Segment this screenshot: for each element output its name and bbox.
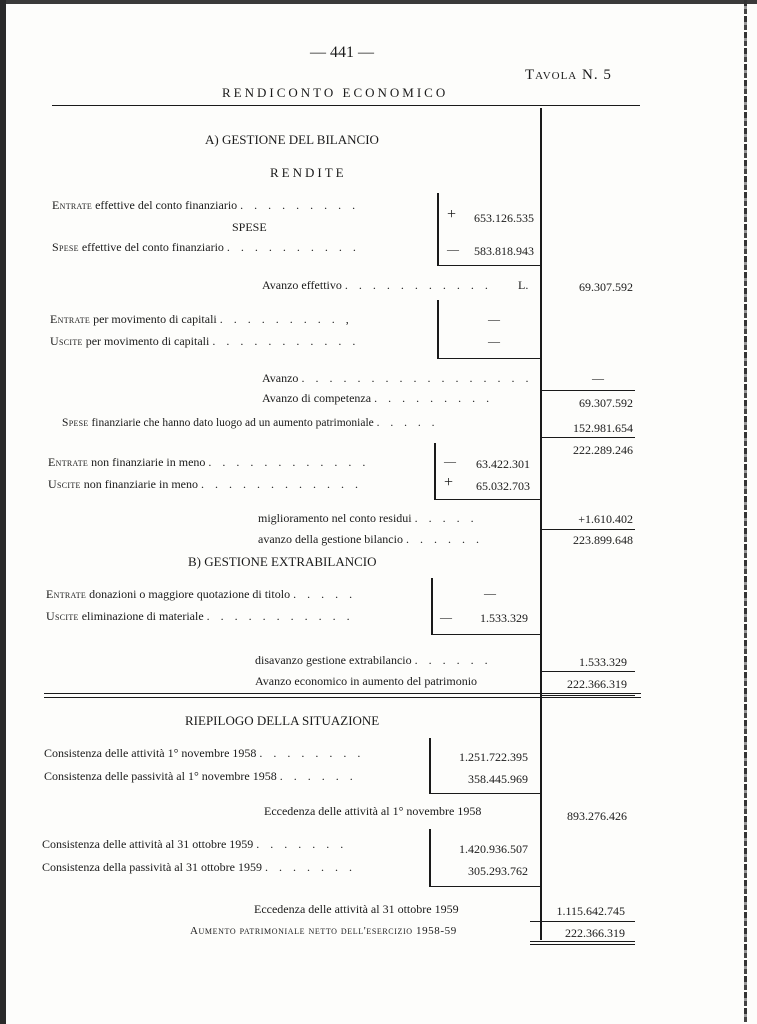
sign-minus: — — [444, 454, 456, 468]
dot-leader: . . . . . — [376, 417, 439, 429]
value-entrate-effettive: 653.126.535 — [474, 211, 534, 225]
row-spese-effettive — [52, 240, 360, 255]
table-label: Tavola N. 5 — [525, 67, 612, 83]
row-label: per movimento di capitali — [85, 334, 210, 348]
value-uscite-non-fin: 65.032.703 — [476, 479, 530, 493]
bracket-left — [431, 578, 433, 634]
row-label: donazioni o maggiore quotazione di titolo — [89, 587, 291, 601]
total-rule — [530, 921, 635, 922]
row-label: disavanzo gestione extrabilancio — [255, 653, 412, 667]
row-uscite-non-fin — [48, 477, 362, 492]
dot-leader: . . . . . . — [405, 532, 483, 546]
row-att-1959 — [42, 837, 347, 852]
dot-leader: . . . . . . . . . . . . — [201, 477, 362, 491]
row-avanzo — [262, 371, 532, 386]
row-label: miglioramento nel conto residui — [258, 511, 412, 525]
row-prefix: Uscite — [48, 477, 81, 491]
dot-leader: . . . . . — [414, 511, 478, 525]
row-label: Eccedenza delle attività al 1° novembre 1958 — [264, 804, 482, 818]
page-title: RENDICONTO ECONOMICO — [222, 85, 449, 100]
bracket-bottom — [437, 265, 540, 266]
dot-leader: . . . . . . — [279, 769, 357, 783]
row-avanzo-economico — [255, 674, 477, 689]
row-avanzo-effettivo — [262, 278, 492, 293]
row-label: Avanzo effettivo — [262, 278, 342, 292]
page-number: — 441 — — [310, 44, 374, 61]
row-label: Consistenza delle passività al 1° novembre 1958 — [44, 769, 277, 783]
dot-leader: . . . . . . . . . . . . — [208, 455, 370, 469]
bracket-bottom — [431, 634, 540, 635]
main-column-divider — [540, 108, 542, 940]
dot-leader: . . . . . . . . . . . — [344, 278, 492, 292]
scan-right-edge — [744, 0, 747, 1024]
row-entrate-donazioni — [46, 587, 356, 602]
bracket-left — [429, 738, 431, 793]
row-prefix: Entrate — [48, 455, 89, 469]
dot-leader: . . . . . . . . . . . — [212, 334, 360, 348]
row-att-1958 — [44, 746, 364, 761]
dot-leader: . . . . . . . — [256, 837, 348, 851]
total-rule — [540, 695, 635, 696]
row-label: Avanzo economico in aumento del patrimonio — [255, 674, 478, 688]
row-disavanzo — [255, 653, 492, 668]
row-prefix: Uscite — [46, 609, 79, 623]
dot-leader: . . . . . . . — [264, 860, 356, 874]
sign-plus: + — [444, 474, 454, 491]
value-uscite-capitali: — — [488, 334, 500, 348]
row-prefix: Uscite — [50, 334, 83, 348]
row-label: finanziarie che hanno dato luogo ad un aumento patrimoniale — [91, 417, 374, 429]
total-rule — [540, 529, 635, 530]
sign-minus: — — [440, 610, 452, 624]
spese-heading: SPESE — [232, 220, 267, 234]
dot-leader: . . . . . — [293, 587, 357, 601]
value-spese-finanziarie: 152.981.654 — [573, 421, 633, 435]
sign-plus: + — [447, 206, 457, 223]
row-label: non finanziarie in meno — [91, 455, 206, 469]
dot-leader: . . . . . . . . . . . . . . . . . — [301, 371, 533, 385]
bracket-bottom — [429, 886, 540, 887]
row-entrate-effettive — [52, 198, 359, 213]
riepilogo-title: RIEPILOGO DELLA SITUAZIONE — [185, 713, 380, 728]
row-entrate-capitali — [50, 312, 353, 327]
value-pass-1958: 358.445.969 — [468, 772, 528, 786]
value-att-1958: 1.251.722.395 — [459, 750, 528, 764]
row-prefix: Entrate — [46, 587, 87, 601]
bracket-left — [437, 300, 439, 358]
row-prefix: Entrate — [52, 198, 93, 212]
total-rule — [540, 437, 635, 438]
bracket-bottom — [437, 358, 540, 359]
row-entrate-non-fin — [48, 455, 369, 470]
bracket-left — [437, 193, 439, 265]
bracket-bottom — [434, 499, 540, 500]
total-rule — [540, 671, 635, 672]
row-prefix: Spese — [62, 417, 89, 429]
dot-leader: . . . . . . . . — [259, 746, 365, 760]
separator-rule — [44, 693, 641, 694]
dot-leader: . . . . . . . . . . — [226, 240, 360, 254]
row-pass-1958 — [44, 769, 357, 784]
header-rule — [52, 105, 640, 106]
row-label: Consistenza delle attività 1° novembre 1958 — [44, 746, 257, 760]
sign-minus: — — [447, 242, 459, 256]
final-double-rule — [530, 941, 635, 942]
row-prefix: Spese — [52, 240, 79, 254]
scan-top-edge — [0, 0, 757, 4]
value-avanzo-gestione: 223.899.648 — [573, 533, 633, 547]
row-label: Consistenza delle attività al 31 ottobre 1959 — [42, 837, 254, 851]
row-label: non finanziarie in meno — [83, 477, 198, 491]
separator-rule — [44, 697, 641, 698]
row-avanzo-competenza — [262, 391, 493, 406]
section-a-subtitle: RENDITE — [270, 165, 347, 180]
value-uscite-eliminazione: 1.533.329 — [480, 611, 528, 625]
row-label: avanzo della gestione bilancio — [258, 532, 403, 546]
value-avanzo-competenza: 69.307.592 — [579, 396, 633, 410]
dot-leader: . . . . . . — [414, 653, 492, 667]
row-uscite-capitali — [50, 334, 359, 349]
row-label: effettive del conto finanziario — [95, 198, 238, 212]
value-att-1959: 1.420.936.507 — [459, 842, 528, 856]
bracket-bottom — [429, 793, 540, 794]
row-ecc-1959 — [254, 902, 459, 917]
value-ecc-1958: 893.276.426 — [567, 809, 627, 823]
dot-leader: . . . . . . . . . — [240, 198, 360, 212]
value-entrate-non-fin: 63.422.301 — [476, 457, 530, 471]
dot-leader: . . . . . . . . . . . — [206, 609, 354, 623]
value-entrate-capitali: — — [488, 312, 500, 326]
row-miglioramento — [258, 511, 478, 526]
value-pass-1959: 305.293.762 — [468, 864, 528, 878]
scan-left-edge — [0, 0, 6, 1024]
row-prefix: Entrate — [50, 312, 91, 326]
row-avanzo-gestione — [258, 532, 483, 547]
row-label: eliminazione di materiale — [81, 609, 204, 623]
row-spese-finanziarie — [62, 417, 439, 429]
row-ecc-1958 — [264, 804, 481, 819]
row-label: effettive del conto finanziario — [81, 240, 224, 254]
row-label: Consistenza della passività al 31 ottobre 1959 — [42, 860, 262, 874]
row-label: Eccedenza delle attività al 31 ottobre 1959 — [254, 902, 459, 916]
value-disavanzo: 1.533.329 — [579, 655, 627, 669]
row-pass-1959 — [42, 860, 356, 875]
row-label: Avanzo di competenza — [262, 391, 372, 405]
bracket-left — [429, 829, 431, 886]
currency-label: L. — [518, 278, 529, 292]
dot-leader: . . . . . . . . . , — [219, 312, 353, 326]
total-rule — [540, 390, 635, 391]
value-avanzo: — — [592, 371, 604, 385]
dot-leader: . . . . . . . . . — [374, 391, 494, 405]
value-aumento: 222.366.319 — [565, 926, 625, 940]
value-entrate-donazioni: — — [484, 586, 496, 600]
section-a-title: A) GESTIONE DEL BILANCIO — [205, 132, 379, 147]
row-label: Avanzo — [262, 371, 299, 385]
value-avanzo-economico: 222.366.319 — [567, 677, 627, 691]
row-uscite-eliminazione — [46, 609, 354, 624]
row-label: per movimento di capitali — [93, 312, 217, 326]
final-double-rule — [530, 944, 635, 945]
section-b-title: B) GESTIONE EXTRABILANCIO — [188, 554, 377, 569]
value-avanzo-effettivo: 69.307.592 — [579, 280, 633, 294]
value-subtotal: 222.289.246 — [573, 443, 633, 457]
row-aumento-label: Aumento patrimoniale netto dell'esercizio 1958-59 — [190, 925, 457, 937]
value-miglioramento: +1.610.402 — [578, 512, 633, 526]
value-ecc-1959: 1.115.642.745 — [556, 904, 625, 918]
value-spese-effettive: 583.818.943 — [474, 244, 534, 258]
